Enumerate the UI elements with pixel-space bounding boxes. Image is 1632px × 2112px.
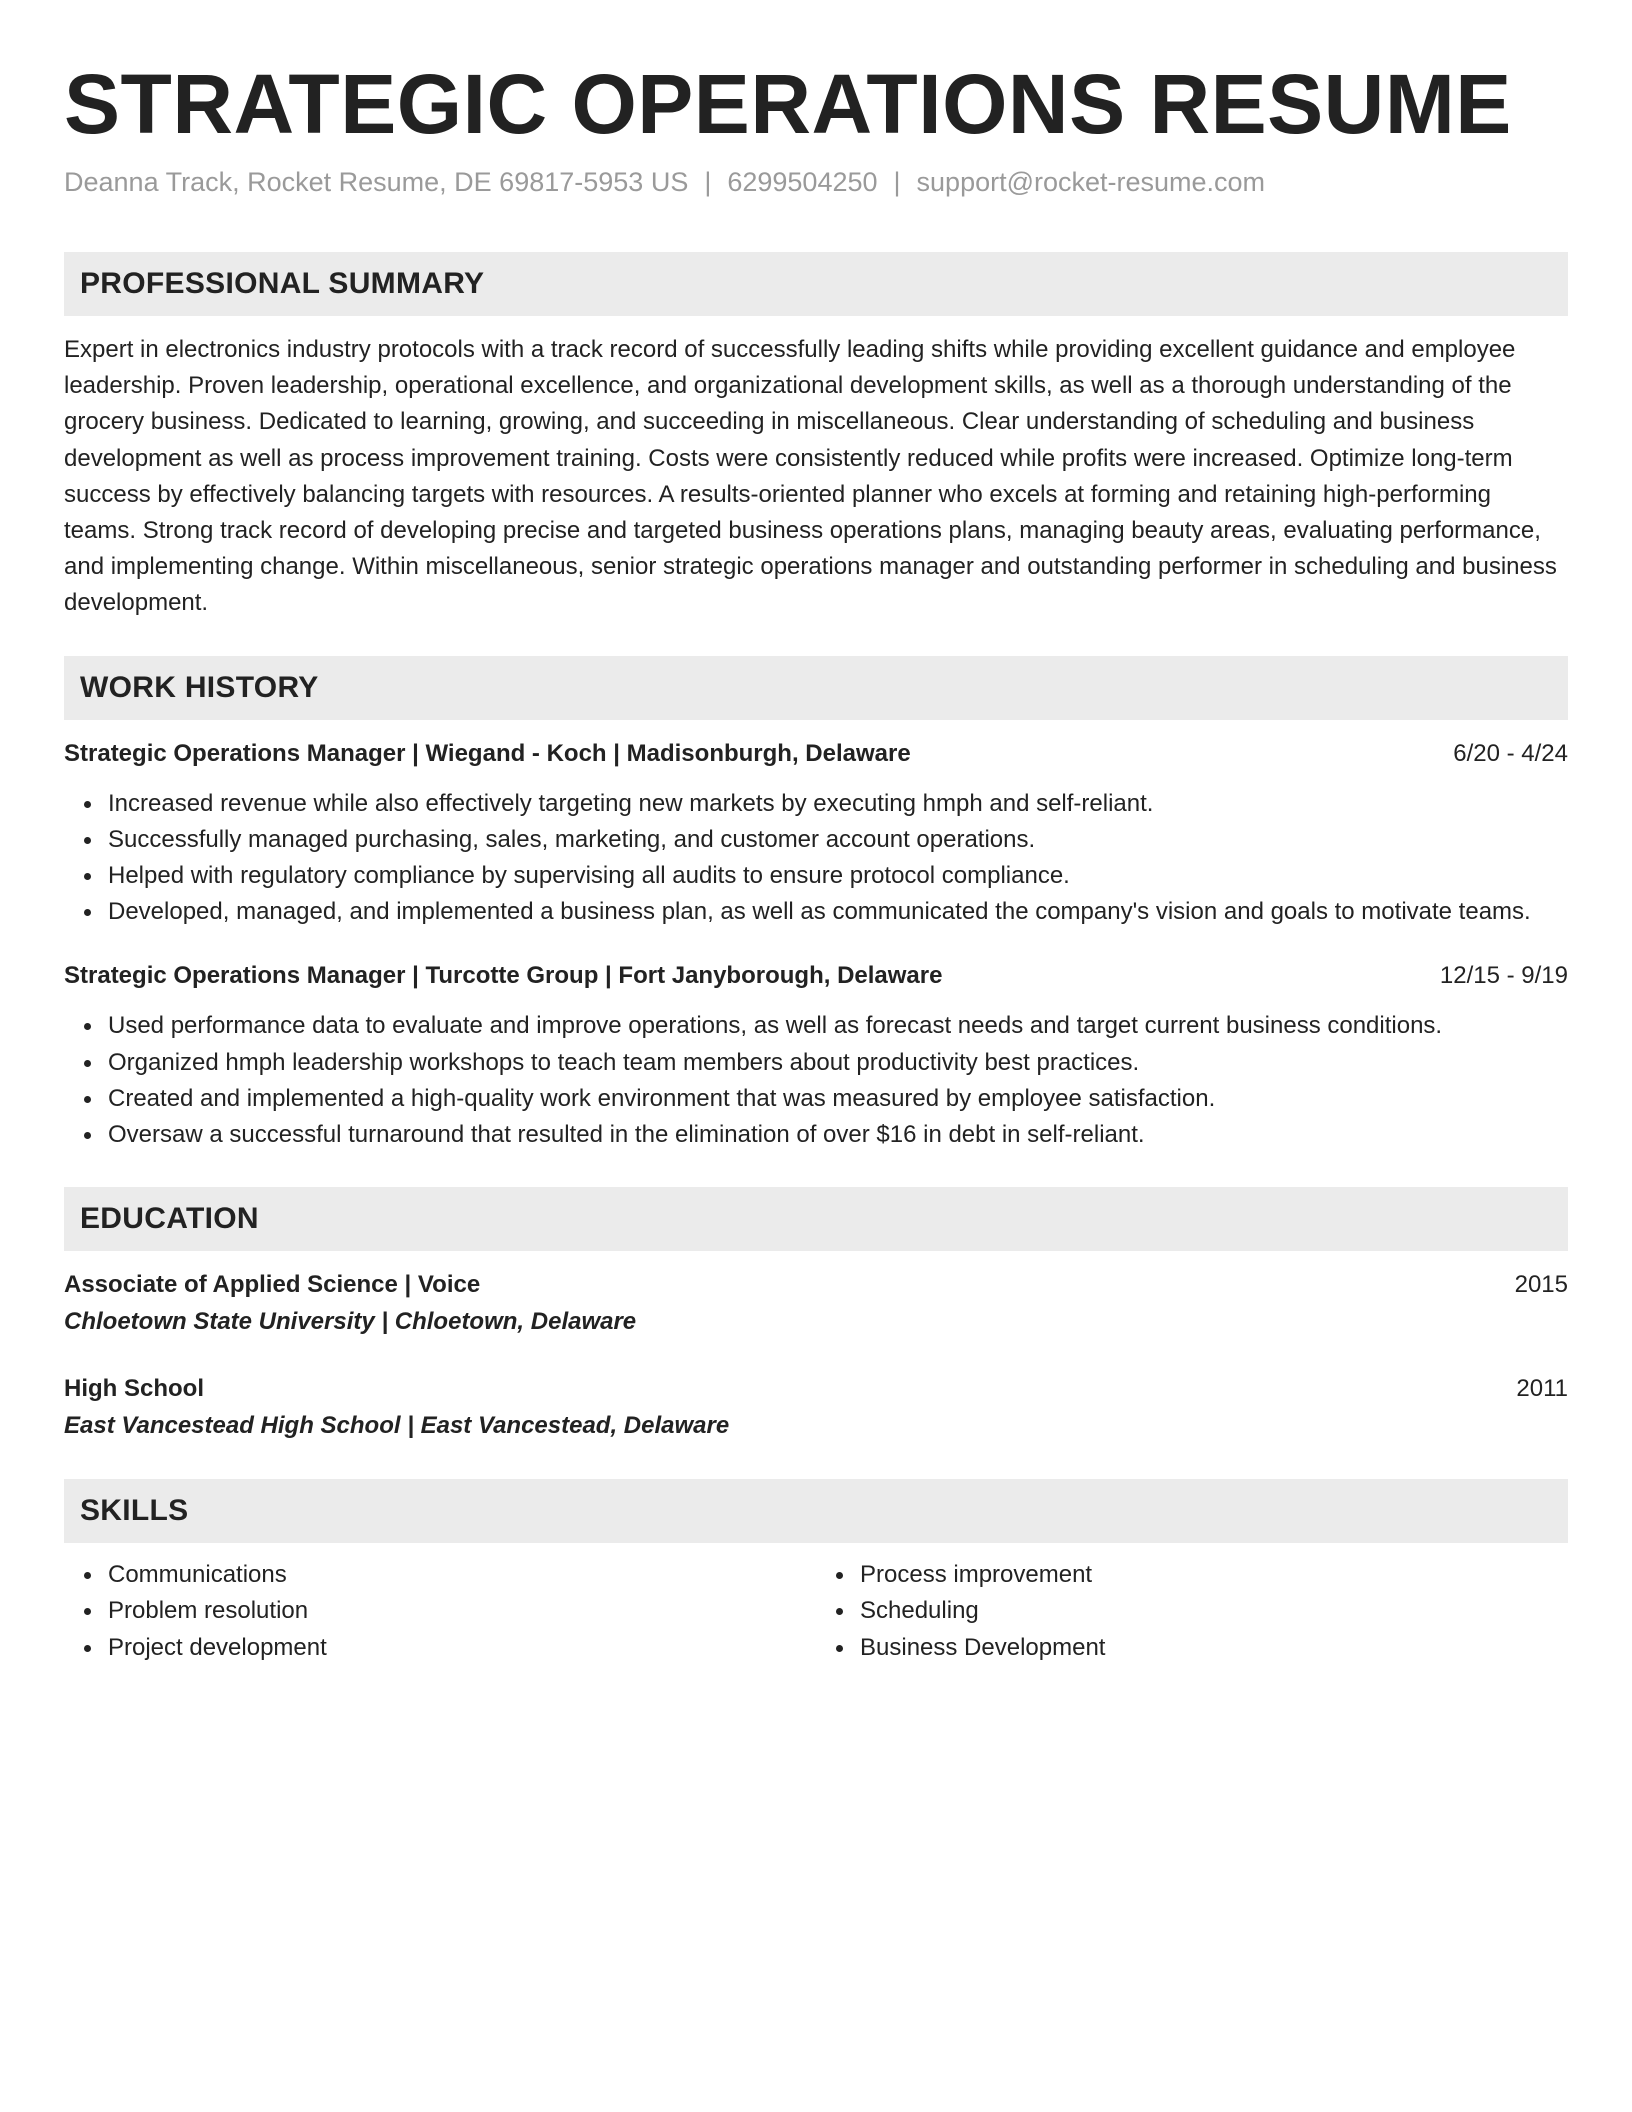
section-heading-education: EDUCATION (64, 1187, 1568, 1251)
education-school: East Vancestead High School | East Vancestead, Delaware (64, 1412, 730, 1440)
education-header (64, 1267, 1568, 1303)
job-bullet: Successfully managed purchasing, sales, marketing, and customer account operations. (108, 822, 1568, 858)
job-bullets (64, 786, 1568, 931)
education-entry (64, 1267, 1568, 1341)
education-degree: High School (64, 1375, 204, 1403)
section-heading-work-history: WORK HISTORY (64, 656, 1568, 720)
contact-address: Deanna Track, Rocket Resume, DE 69817-5953 US (64, 167, 689, 197)
contact-line (64, 164, 1568, 200)
skills-column-left (64, 1557, 816, 1666)
education-year: 2015 (1514, 1271, 1568, 1299)
job-bullet: Increased revenue while also effectively targeting new markets by executing hmph and self-reliant. (108, 786, 1568, 822)
education-year: 2011 (1516, 1375, 1568, 1403)
job-entry (64, 736, 1568, 931)
section-heading-summary: PROFESSIONAL SUMMARY (64, 252, 1568, 316)
job-dates: 6/20 - 4/24 (1453, 739, 1568, 767)
job-bullet: Used performance data to evaluate and improve operations, as well as forecast needs and target current business conditions. (108, 1008, 1568, 1044)
skill-item: Scheduling (860, 1593, 1568, 1629)
job-bullet: Organized hmph leadership workshops to teach team members about productivity best practices. (108, 1045, 1568, 1081)
skill-item: Problem resolution (108, 1593, 816, 1629)
contact-email: support@rocket-resume.com (916, 167, 1266, 197)
resume-title: STRATEGIC OPERATIONS RESUME (64, 57, 1512, 151)
job-header (64, 958, 1568, 994)
job-header (64, 736, 1568, 772)
job-bullet: Developed, managed, and implemented a business plan, as well as communicated the company's vision and goals to motivate teams. (108, 894, 1568, 930)
job-title: Strategic Operations Manager | Turcotte Group | Fort Janyborough, Delaware (64, 962, 943, 990)
job-dates: 12/15 - 9/19 (1439, 962, 1568, 990)
job-bullet: Oversaw a successful turnaround that resulted in the elimination of over $16 in debt in self-reliant. (108, 1117, 1568, 1153)
education-school: Chloetown State University | Chloetown, Delaware (64, 1308, 637, 1336)
summary-text: Expert in electronics industry protocols with a track record of successfully leading shifts while providing excellent guidance and employee leadership. Proven leadership, operational excellence, and organizational development skills, as well as a thorough understanding of the grocery business. Dedicated to learning, growing, and succeeding in miscellaneous. Clear understanding of scheduling and business development as well as process improvement training. Costs were consistently reduced while profits were increased. Optimize long-term success by effectively balancing targets with resources. A results-oriented planner who excels at forming and retaining high-performing teams. Strong track record of developing precise and targeted business operations plans, managing beauty areas, evaluating performance, and implementing change. Within miscellaneous, senior strategic operations manager and outstanding performer in scheduling and business development. (64, 336, 1557, 617)
skill-item: Communications (108, 1557, 816, 1593)
section-heading-skills: SKILLS (64, 1479, 1568, 1543)
skill-item: Business Development (860, 1630, 1568, 1666)
job-bullet: Helped with regulatory compliance by supervising all audits to ensure protocol compliance. (108, 858, 1568, 894)
skills-column-right (816, 1557, 1568, 1666)
education-header (64, 1371, 1568, 1407)
contact-separator: | (893, 167, 901, 197)
education-degree: Associate of Applied Science | Voice (64, 1271, 481, 1299)
contact-separator: | (704, 167, 712, 197)
job-bullets (64, 1008, 1568, 1153)
education-entry (64, 1371, 1568, 1445)
job-bullet: Created and implemented a high-quality work environment that was measured by employee satisfaction. (108, 1081, 1568, 1117)
contact-phone: 6299504250 (727, 167, 878, 197)
skill-item: Process improvement (860, 1557, 1568, 1593)
job-entry (64, 958, 1568, 1153)
job-title: Strategic Operations Manager | Wiegand - Koch | Madisonburgh, Delaware (64, 739, 911, 767)
skill-item: Project development (108, 1630, 816, 1666)
skills-grid (64, 1557, 1568, 1666)
